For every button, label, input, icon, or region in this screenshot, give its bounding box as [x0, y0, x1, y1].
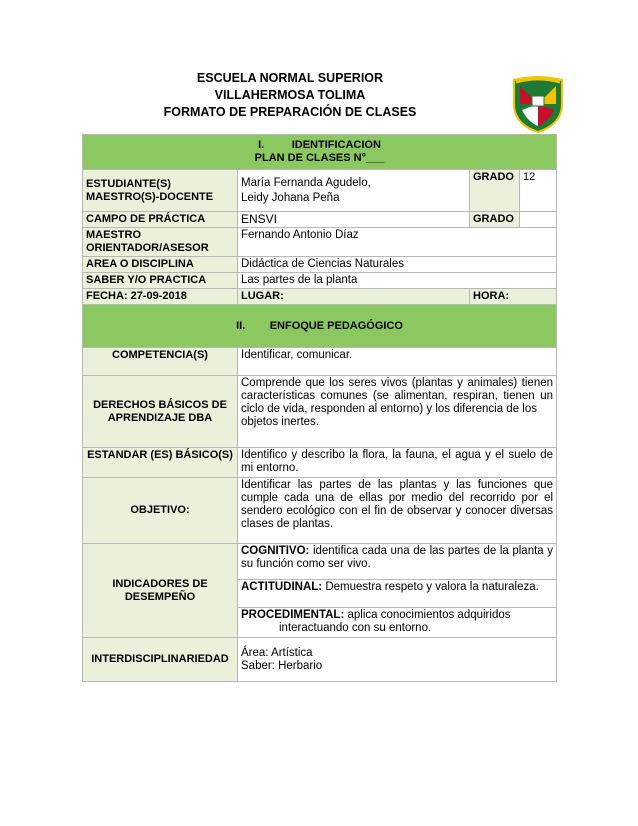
objetivo-label: OBJETIVO:: [83, 478, 238, 544]
objetivo-value: Identificar las partes de las plantas y las funciones que cumple cada una de ellas por medio del recorrido por el sendero ecológico con el fin de observar y conocer diversas clases de plantas.: [238, 478, 557, 544]
procedimental-cell: [238, 608, 557, 638]
indicadores-label: INDICADORES DE DESEMPEÑO: [83, 544, 238, 638]
lugar-label: LUGAR:: [238, 289, 470, 305]
form-title: FORMATO DE PREPARACIÓN DE CLASES: [163, 105, 417, 119]
inter-saber: Saber: Herbario: [241, 659, 323, 672]
estudiante-name-1: María Fernanda Agudelo,: [241, 176, 371, 189]
section-enfoque: II. ENFOQUE PEDAGÓGICO: [83, 305, 557, 348]
inter-label: INTERDISCIPLINARIEDAD: [83, 638, 238, 682]
school-location: VILLAHERMOSA TOLIMA: [214, 88, 366, 102]
fecha-label: FECHA: 27-09-2018: [83, 289, 238, 305]
dba-label: DERECHOS BÁSICOS DE APRENDIZAJE DBA: [83, 376, 238, 448]
area-label: AREA O DISCIPLINA: [83, 257, 238, 273]
cognitivo-value: identifica cada una de las partes de la planta y su función como ser vivo.: [241, 545, 554, 570]
school-shield-icon: [508, 74, 568, 134]
actitudinal-value: Demuestra respeto y valora la naturaleza.: [322, 581, 539, 593]
inter-value: [238, 638, 557, 682]
actitudinal-cell: [238, 580, 557, 608]
procedimental-value: aplica conocimientos adquiridos: [344, 609, 511, 621]
dba-value: [238, 376, 557, 448]
school-name: ESCUELA NORMAL SUPERIOR: [196, 71, 384, 85]
section-identificacion: [83, 135, 557, 170]
estandar-value: Identifico y describo la flora, la fauna, el agua y el suelo de mi entorno.: [238, 448, 557, 478]
actitudinal-label: ACTITUDINAL:: [241, 581, 323, 593]
cognitivo-cell: [238, 544, 557, 580]
saber-label: SABER Y/O PRACTICA: [83, 273, 238, 289]
campo-label: CAMPO DE PRÁCTICA: [83, 212, 238, 228]
competencia-label: COMPETENCIA(S): [83, 348, 238, 376]
maestro-value: Fernando Antonio Díaz: [238, 228, 557, 257]
competencia-value: Identificar, comunicar.: [238, 348, 557, 376]
grado-label: GRADO: [470, 170, 520, 212]
procedimental-value-cont: interactuando con su entorno.: [279, 622, 432, 634]
maestro-label: MAESTRO ORIENTADOR/ASESOR: [83, 228, 238, 257]
saber-value: Las partes de la planta: [238, 273, 557, 289]
estudiante-value: [238, 170, 470, 212]
section-identificacion-title: I. IDENTIFICACION: [258, 139, 381, 151]
procedimental-label: PROCEDIMENTAL:: [241, 609, 345, 621]
grado2-value: [520, 212, 557, 228]
plan-number-label: PLAN DE CLASES N°___: [254, 152, 385, 164]
area-value: Didáctica de Ciencias Naturales: [238, 257, 557, 273]
lesson-plan-table: [82, 134, 557, 682]
estudiante-name-2: Leidy Johana Peña: [241, 191, 340, 204]
dba-text-end: objetos inertes.: [241, 416, 319, 428]
hora-label: HORA:: [470, 289, 557, 305]
dba-text: Comprende que los seres vivos (plantas y animales) tienen características comunes (se alimentan, respiran, tienen un ciclo de vida, responden al entorno) y los diferencia de los: [241, 377, 554, 415]
document-header: [160, 70, 420, 121]
estudiante-label: ESTUDIANTE(S) MAESTRO(S)-DOCENTE: [83, 170, 238, 212]
estandar-label: ESTANDAR (ES) BÁSICO(S): [83, 448, 238, 478]
grado-value: 12: [520, 170, 557, 212]
campo-value: ENSVI: [238, 212, 470, 228]
inter-area: Área: Artística: [241, 646, 313, 659]
cognitivo-label: COGNITIVO:: [241, 545, 310, 557]
grado2-label: GRADO: [470, 212, 520, 228]
